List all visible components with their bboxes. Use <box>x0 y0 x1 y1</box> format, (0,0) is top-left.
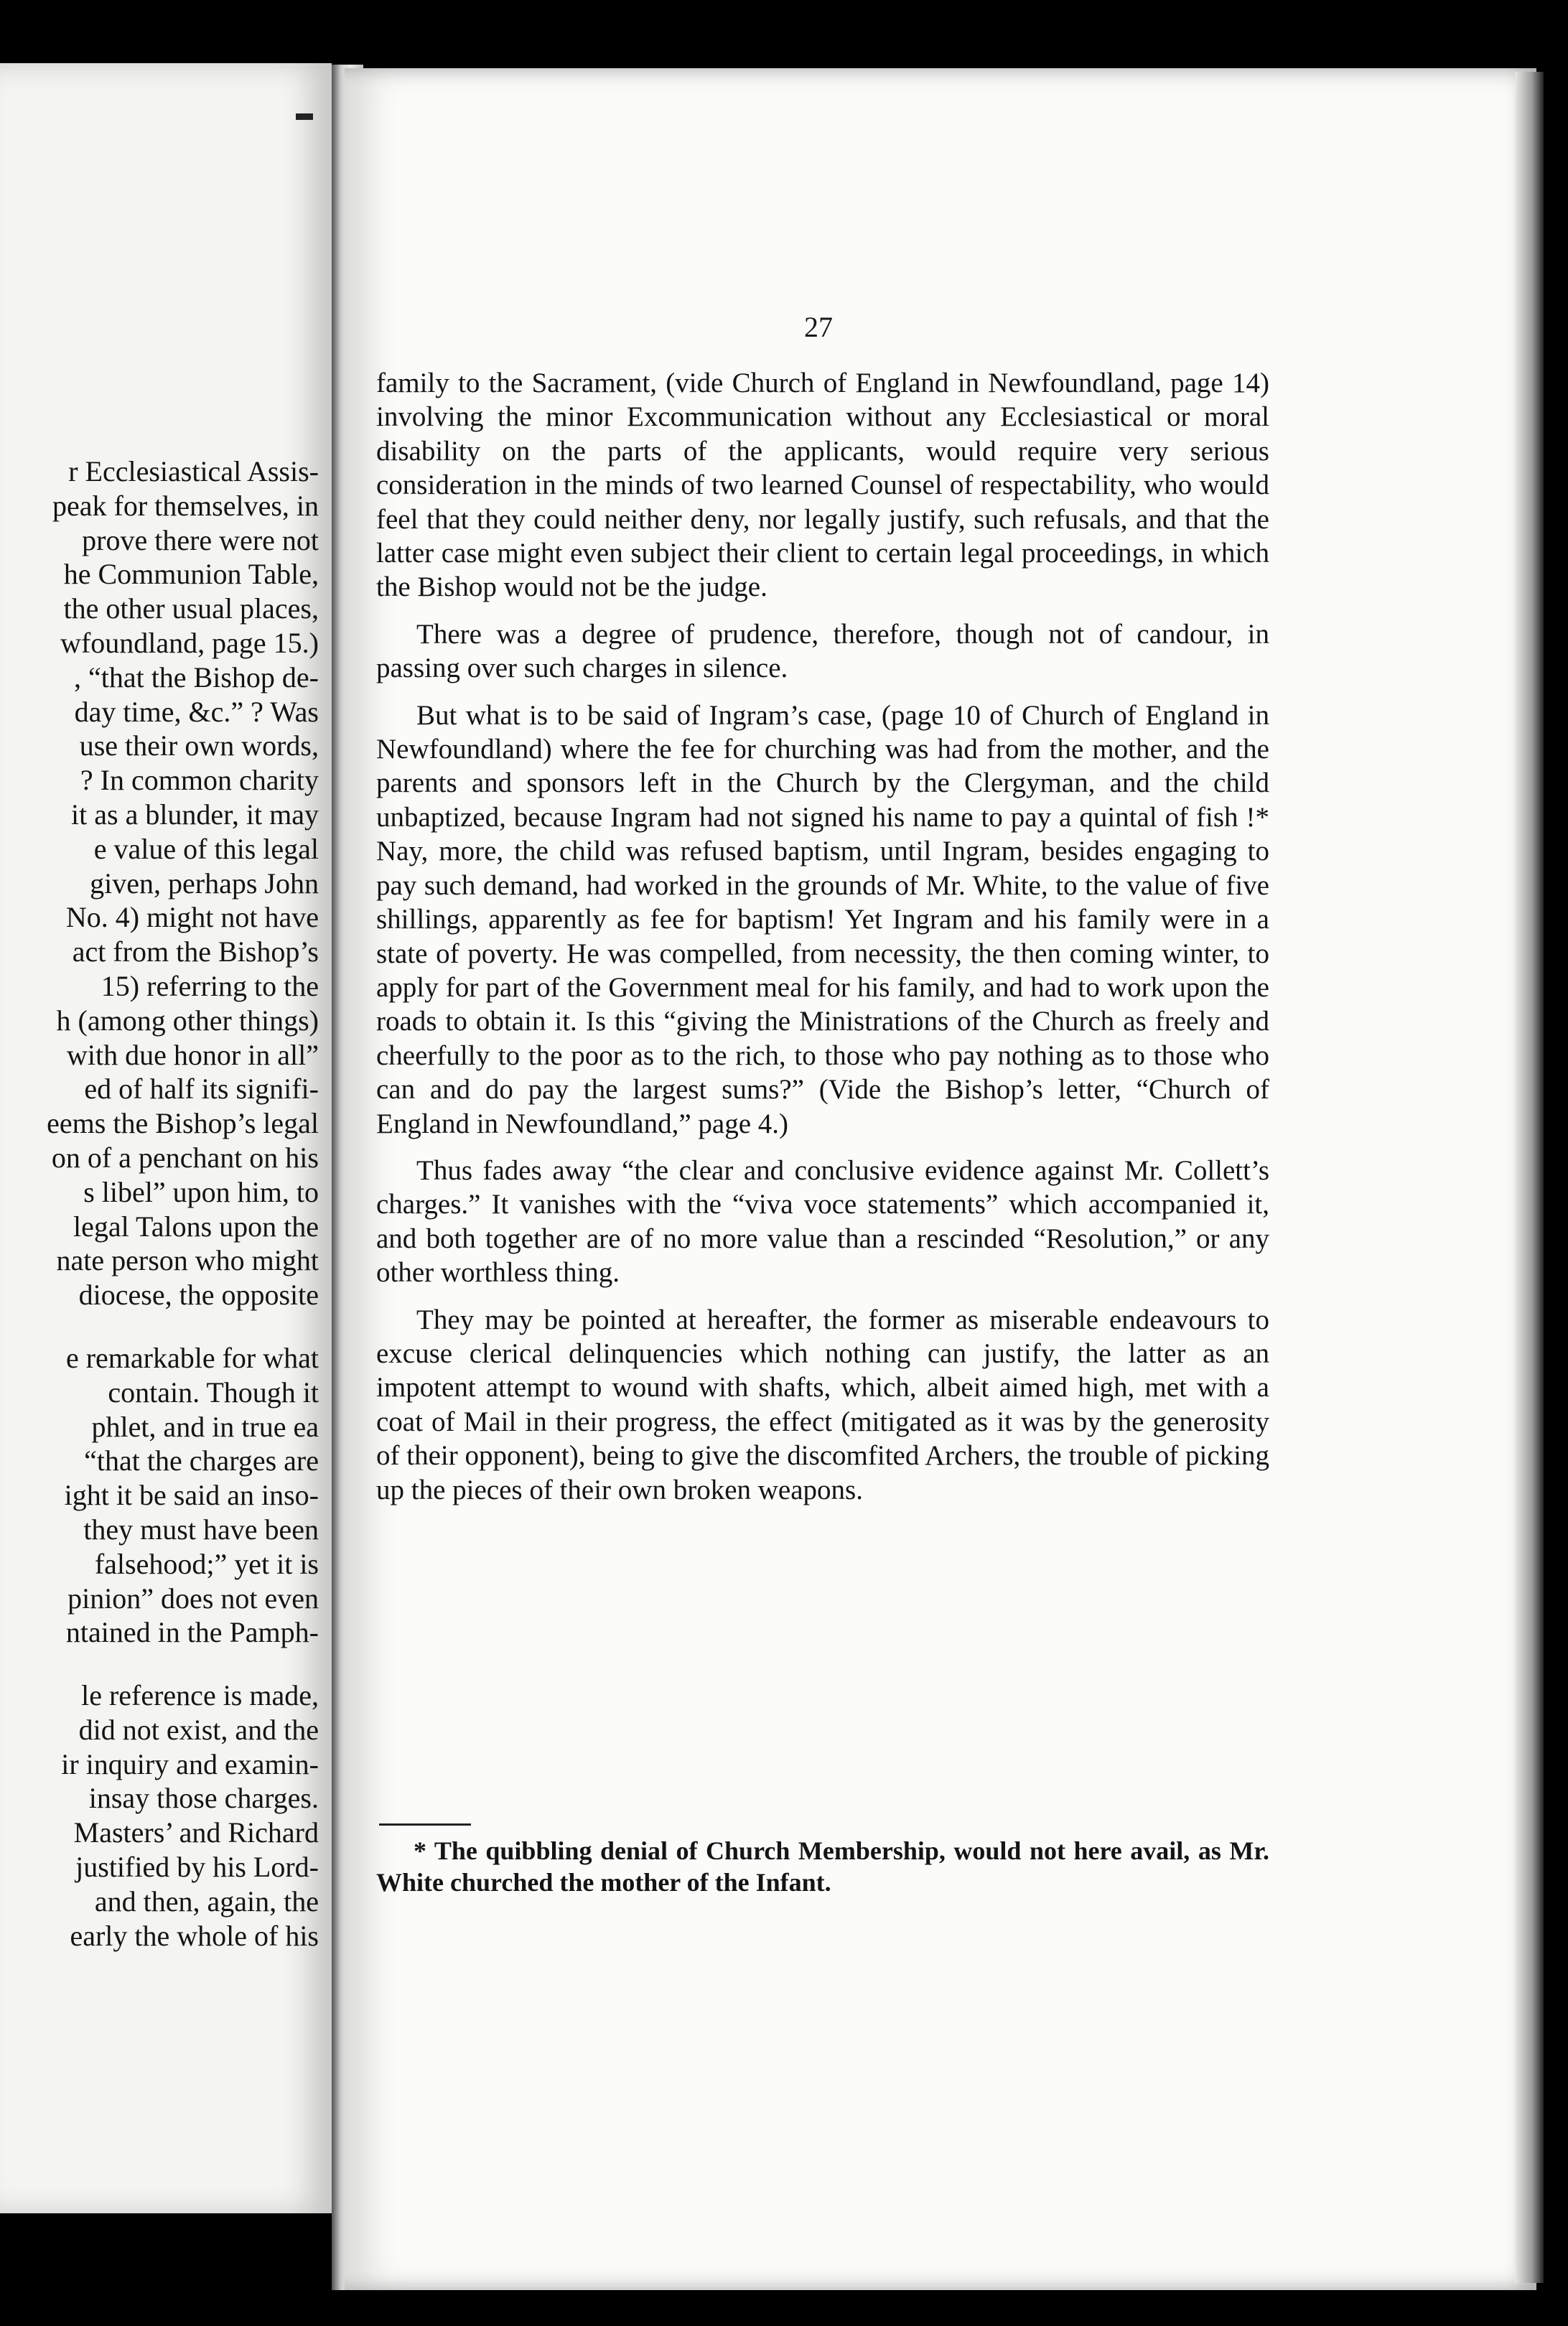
left-page-line: pinion” does not even <box>67 1582 319 1615</box>
left-page-line: ed of half its signifi- <box>84 1073 319 1106</box>
left-page-line: ight it be said an inso- <box>64 1479 319 1512</box>
left-page-line: Masters’ and Richard <box>73 1816 319 1849</box>
left-page-line: prove there were not <box>82 523 319 556</box>
left-page-line: r Ecclesiastical Assis- <box>68 455 319 487</box>
left-page-dash-mark <box>296 113 313 120</box>
paragraph-4: Thus fades away “the clear and conclusive evidence against Mr. Collett’s charges.” It vanishes with the “viva voce statements” which accompanied it, and both together are of no more value than a rescinded “Resolution,” or any other worthless thing. <box>376 1154 1269 1289</box>
left-page-line <box>0 1312 319 1341</box>
left-page-line: insay those charges. <box>88 1782 319 1815</box>
left-page-line: he Communion Table, <box>63 558 319 591</box>
paragraph-5: They may be pointed at hereafter, the former as miserable endeavours to excuse clerical delinquencies which nothing can justify, the latter as an impotent attempt to wound with shafts, which, albeit aimed high, met with a coat of Mail in their progress, the effect (mitigated as it was by the generosity of their opponent), being to give the discomfited Archers, the trouble of picking up the pieces of their own broken weapons. <box>376 1304 1269 1505</box>
left-page-line: le reference is made, <box>81 1679 319 1712</box>
left-page-line: day time, &c.” ? Was <box>74 695 319 728</box>
left-page-line: h (among other things) <box>56 1004 319 1037</box>
left-page-line: diocese, the opposite <box>78 1279 319 1312</box>
left-page-line: ntained in the Pamph- <box>65 1616 319 1649</box>
left-page-line <box>0 1650 319 1678</box>
left-page-line: wfoundland, page 15.) <box>60 626 319 659</box>
paragraph-1: family to the Sacrament, (vide Church of England in Newfoundland, page 14) involving the minor Excommunication without any Ecclesiastical or moral disability on the parts of the applicants, would require very serious consideration in the minds of two learned Counsel of respectability, who would feel that they could neither deny, nor legally justify, such refusals, and that the latter case might even subject their client to certain legal proceedings, in which the Bishop would not be the judge. <box>376 368 1269 603</box>
left-page-line: , “that the Bishop de- <box>73 660 319 693</box>
left-page-line: eems the Bishop’s legal <box>47 1107 319 1140</box>
left-page-line: given, perhaps John <box>90 867 319 900</box>
left-page-line: on of a penchant on his <box>51 1141 319 1174</box>
left-page-line: and then, again, the <box>94 1884 319 1918</box>
main-text <box>376 366 1269 1520</box>
left-page <box>0 63 332 2213</box>
left-page-line: legal Talons upon the <box>73 1210 319 1243</box>
paragraph-3: But what is to be said of Ingram’s case, (page 10 of Church of England in Newfoundland) where the fee for churching was had from the mother, and the parents and sponsors left in the Church by the Clergyman, and the child unbaptized, because Ingram had not signed his name to pay a quintal of fish !* Nay, more, the child was refused baptism, until Ingram, besides engaging to pay such demand, had worked in the grounds of Mr. White, to the value of five shillings, apparently as fee for baptism! Yet Ingram and his family were in a state of poverty. He was compelled, from necessity, the then coming winter, to apply for part of the Government meal for his family, and had to work upon the roads to obtain it. Is this “giving the Ministrations of the Church as freely and cheerfully to the poor as to the rich, to those who pay nothing as to those who can and do pay the largest sums?” (Vide the Bishop’s letter, “Church of England in Newfoundland,” page 4.) <box>376 699 1269 1139</box>
page-edge <box>1515 72 1544 2283</box>
left-page-line: “that the charges are <box>84 1444 319 1477</box>
left-page-line: it as a blunder, it may <box>71 798 319 831</box>
left-page-text <box>0 454 319 1953</box>
left-page-line: early the whole of his <box>70 1919 319 1952</box>
left-page-line: e value of this legal <box>93 832 319 865</box>
footnote-rule <box>379 1823 471 1826</box>
left-page-line: contain. Though it <box>108 1375 319 1409</box>
left-page-line: act from the Bishop’s <box>72 935 319 968</box>
left-page-line: the other usual places, <box>63 592 319 625</box>
left-page-line: s libel” upon him, to <box>83 1175 319 1208</box>
left-page-line: they must have been <box>83 1513 319 1546</box>
left-page-line: falsehood;” yet it is <box>94 1547 319 1580</box>
left-page-line: with due honor in all” <box>66 1038 319 1071</box>
left-page-line: e remarkable for what <box>65 1341 319 1374</box>
left-page-line: use their own words, <box>79 729 319 762</box>
left-page-line: nate person who might <box>56 1244 319 1277</box>
page-number: 27 <box>804 311 833 343</box>
footnote: * The quibbling denial of Church Membership, would not here avail, as Mr. White churched the mother of the Infant. <box>376 1836 1269 1897</box>
left-page-line: did not exist, and the <box>78 1713 319 1746</box>
left-page-line: phlet, and in true ea <box>91 1410 319 1443</box>
paragraph-2: There was a degree of prudence, therefore, though not of candour, in passing over such charges in silence. <box>376 618 1269 684</box>
left-page-line: 15) referring to the <box>101 969 319 1002</box>
left-page-line: justified by his Lord- <box>75 1851 319 1884</box>
left-page-line: ir inquiry and examin- <box>61 1747 319 1780</box>
left-page-line: peak for themselves, in <box>52 489 319 522</box>
left-page-line: No. 4) might not have <box>65 901 319 934</box>
left-page-line: ? In common charity <box>80 764 319 797</box>
